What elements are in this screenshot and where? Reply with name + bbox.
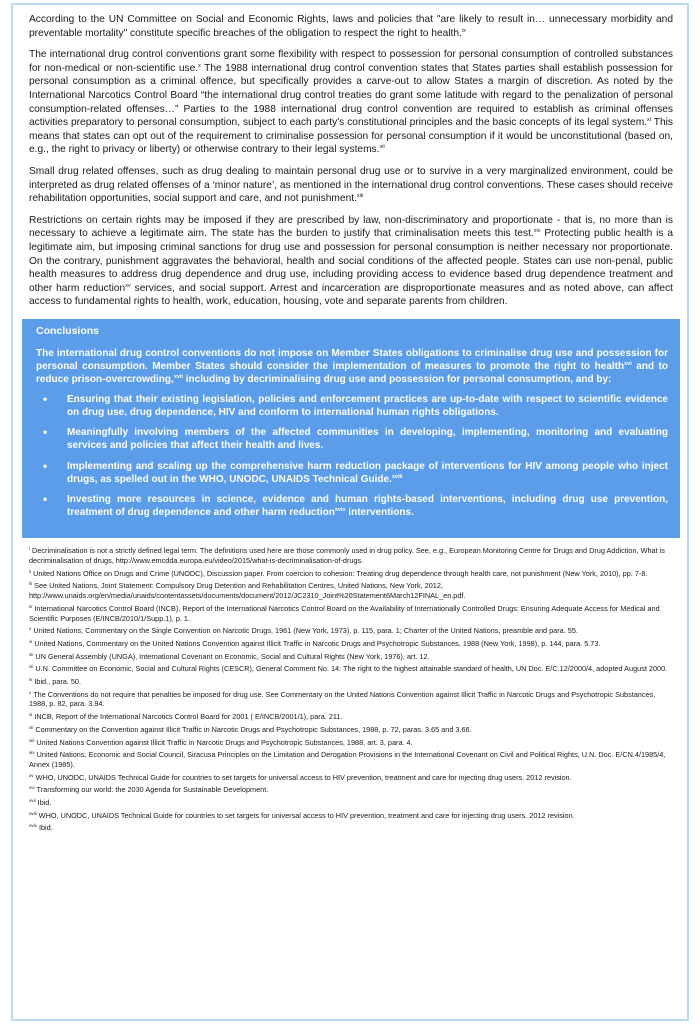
body-paragraph [29, 13, 673, 40]
text-run: including by decriminalising drug use and possession for personal consumption, and by: [183, 374, 612, 386]
footnote-item [29, 690, 673, 709]
body-text [29, 13, 673, 309]
conclusions-bullet-item [36, 393, 668, 419]
footnote-text: INCB, Report of the International Narcotics Control Board for 2001 ( E/INCB/2001/1), para. 211. [32, 712, 343, 722]
footnote-marker: iv [29, 603, 33, 609]
text-run: services, and social support. Arrest and incarceration are disproportionate measures and as noted above, can affect access to fundamental rights to health, work, education, housing, vote and separate parents from children. [29, 282, 673, 308]
document-page [11, 3, 689, 1021]
footnote-item [29, 738, 673, 748]
footnote-item [29, 798, 673, 808]
footnote-item [29, 750, 673, 769]
footnote-item [29, 652, 673, 662]
footnote-marker: xvii [29, 798, 36, 804]
bullet-icon: • [43, 458, 48, 473]
footnote-marker: xviii [29, 810, 37, 816]
text-run: Protecting public health is a legitimate aim, but imposing criminal sanctions for drug use and possession for personal consumption is neither necessary nor proportionate. On the contrary, punishment aggravates the behavioral, health and social conditions of the affected people. States can use non-penal, public health measures to address drug dependence and drug use, including providing access to evidence based drug dependence treatment and other harm reduction [29, 228, 673, 294]
footnote-text: United Nations, Economic and Social Council, Siracusa Principles on the Limitation and Derogation Provisions in the International Covenant on Civil and Political Rights, U.N. Doc. E/CN.4/1985/4, Annex (1985). [29, 750, 666, 769]
footnote-ref: xviii [391, 473, 403, 480]
footnote-text: Decriminalisation is not a strictly defined legal term. The definitions used here are those commonly used in drug policy. See, e.g., European Monitoring Centre for Drugs and Drug Addiction, What is decriminalisation of drugs, http://www.emcdda.europa.eu/video/2015/what-is-decriminalisation-of-drugs. [29, 546, 665, 566]
footnote-ref: xi [647, 117, 652, 124]
body-paragraph [29, 48, 673, 157]
bullet-icon: • [43, 391, 48, 406]
footnote-marker: xvix [29, 823, 37, 829]
text-run: Small drug related offenses, such as drug dealing to maintain personal drug use or to survive in a very marginalized environment, could be interpreted as drug related offenses of a ‘minor nature’, as mentioned in the international drug control conventions. These cases should receive rehabilitation opportunities, social support and care, and not punishment. [29, 165, 673, 205]
footnote-item [29, 626, 673, 636]
footnote-marker: iii [29, 581, 33, 587]
footnote-marker: vii [29, 651, 34, 657]
text-run: According to the UN Committee on Social and Economic Rights, laws and policies that "are likely to result in… unnecessary morbidity and preventable mortality" constitute specific breaches of the obligation to respect the right to health. [29, 14, 673, 39]
footnote-text: UN General Assembly (UNGA), International Covenant on Economic, Social and Cultural Rights (New York, 1976), art. 12. [33, 651, 430, 661]
footnote-marker: i [29, 546, 31, 552]
footnote-text: Commentary on the Convention against Illicit Traffic in Narcotic Drugs and Psychotropic Substances, 1988, p. 72, paras. 3.65 and 3.66. [33, 724, 472, 734]
footnote-text: U.N. Committee on Economic, Social and Cultural Rights (CESCR), General Comment No. 14: The right to the highest attainable standard of health, UN Doc. E/C.12/2000/4, adopted August 2000. [33, 664, 668, 674]
footnote-marker: x [29, 689, 32, 695]
footnote-marker: vi [29, 638, 33, 644]
footnote-text: Ibid. [35, 798, 52, 808]
footnote-item [29, 569, 673, 579]
footnote-text: Ibid., para. 50. [32, 677, 82, 687]
text-run: Implementing and scaling up the comprehensive harm reduction package of interventions for HIV among people who inject drugs, as spelled out in the WHO, UNODC, UNAIDS Technical Guide. [67, 460, 668, 485]
footnote-item [29, 664, 673, 674]
body-paragraph [29, 214, 673, 309]
body-paragraph [29, 165, 673, 206]
footnote-text: United Nations, Commentary on the United Nations Convention against Illicit Traffic in Narcotic Drugs and Psychotropic Substances, 1988 (New York, 1998), p. 144, para. 5.73. [32, 638, 601, 648]
footnote-ref: xii [379, 144, 385, 151]
footnote-item [29, 785, 673, 795]
footnote-item [29, 712, 673, 722]
footnote-marker: xii [29, 724, 34, 730]
footnote-item [29, 823, 673, 833]
conclusions-bullet-item [36, 426, 668, 452]
text-run: Restrictions on certain rights may be imposed if they are prescribed by law, non-discriminatory and proportionate - that is, no more than is necessary to achieve a legitimate aim. The state has the burden to justify that criminalisation meets this test. [29, 214, 673, 240]
footnote-marker: ii [29, 568, 32, 574]
footnote-item [29, 546, 673, 565]
footnote-ref: xiv [533, 228, 541, 235]
footnote-item [29, 677, 673, 687]
footnote-ref: ix [461, 27, 466, 34]
footnote-ref: xvi [624, 361, 632, 368]
text-run: and to reduce prison-overcrowding, [36, 361, 668, 386]
footnotes [29, 546, 673, 833]
footnote-item [29, 725, 673, 735]
conclusions-intro [36, 347, 668, 387]
footnote-text: United Nations Office on Drugs and Crime (UNODC), Discussion paper. From coercion to cohesion: Treating drug dependence through health care, not punishment (New York, 2010), pp. 7-8. [31, 568, 648, 578]
footnote-text: Ibid. [36, 823, 53, 833]
footnote-marker: ix [29, 677, 33, 683]
footnote-ref: xvii [173, 374, 183, 381]
footnote-text: International Narcotics Control Board (INCB), Report of the International Narcotics Control Board on the Availability of Internationally Controlled Drugs: Ensuring Adequate Access for Medical and Scientific Purposes (E/INCB/2010/1/Supp.1), p. 1. [29, 603, 660, 623]
footnote-text: The Conventions do not require that penalties be imposed for drug use. See Commentary on the United Nations Convention against Illicit Traffic in Narcotic Drugs and Psychotropic Substances, 1988, p. 82, para. 3.94. [29, 689, 656, 709]
conclusions-box [22, 319, 680, 538]
footnote-marker: xiv [29, 750, 35, 756]
footnote-marker: xvi [29, 785, 35, 791]
footnote-ref: xiii [356, 193, 364, 200]
conclusions-bullet-item [36, 460, 668, 486]
footnote-item [29, 581, 673, 600]
footnote-ref: xv [125, 282, 131, 289]
footnote-text: United Nations, Commentary on the Single Convention on Narcotic Drugs, 1961 (New York, 1973), p. 115, para. 1; Charter of the United Nations, preamble and para. 55. [31, 626, 578, 636]
text-run: Investing more resources in science, evidence and human rights-based interventions, including drug use prevention, treatment of drug dependence and other harm reduction [67, 493, 668, 519]
footnote-ref: x [198, 62, 201, 69]
footnote-item [29, 773, 673, 783]
footnote-text: See United Nations, Joint Statement: Compulsory Drug Detention and Rehabilitation Centres, United Nations, New York, 2012, http://www.unaids.org/en/media/unaids/contentassets/documents/document/2012/JC2310_Joint%20Statement6March12FINAL_en.pdf. [29, 581, 466, 601]
text-run: The 1988 international drug control convention states that States parties shall establish possession for personal consumption as a criminal offence, but specifically provides a carve-out to allow States a margin of discretion. As noted by the International Narcotics Control Board “the international drug control treaties do grant some latitude with regard to the penalization of personal consumption-related offenses…” Parties to the 1988 international drug control convention are required to establish as criminal offenses activities preparatory to personal consumption, subject to each party's constitutional principles and the basic concepts of its legal system. [29, 62, 673, 129]
conclusions-bullet-list [36, 393, 668, 520]
footnote-marker: xi [29, 712, 33, 718]
footnote-marker: vii [29, 664, 34, 670]
text-run: The international drug control conventions grant some flexibility with respect to possession for personal consumption of controlled substances for non-medical or non-scientific use. [29, 49, 673, 74]
footnote-marker: xiii [29, 737, 35, 743]
footnote-item [29, 604, 673, 623]
text-run: interventions. [345, 507, 414, 519]
footnote-ref: xvix [334, 507, 346, 514]
footnote-marker: v [29, 626, 32, 632]
text-run: The international drug control conventions do not impose on Member States obligations to criminalise drug use and possession for personal consumption. Member States should consider the implementation of measures to promote the right to health [36, 348, 668, 373]
footnote-marker: xv [29, 772, 34, 778]
text-run: Meaningfully involving members of the affected communities in developing, implementing, monitoring and evaluating services and policies that affect their health and lives. [67, 427, 668, 452]
footnote-item [29, 811, 673, 821]
conclusions-title: Conclusions [36, 324, 100, 337]
footnote-text: WHO, UNODC, UNAIDS Technical Guide for countries to set targets for universal access to HIV prevention, treatment and care for injecting drug users. 2012 revision. [36, 810, 575, 820]
footnote-text: Transforming our world: the 2030 Agenda for Sustainable Development. [34, 785, 269, 795]
text-run: This means that states can opt out of the requirement to criminalise possession for personal consumption if it would be unconstitutional (based on, e.g., the right to privacy or liberty) or otherwise contrary to their legal systems. [29, 117, 674, 156]
conclusions-bullet-item [36, 493, 668, 519]
footnote-item [29, 639, 673, 649]
footnote-text: United Nations Convention against Illicit Traffic in Narcotic Drugs and Psychotropic Substances, 1988, art. 3, para. 4. [34, 737, 413, 747]
text-run: Ensuring that their existing legislation, policies and enforcement practices are up-to-date with respect to scientific evidence on drug use, drug dependence, HIV and conform to international human rights obligations. [67, 393, 668, 418]
bullet-icon: • [43, 491, 48, 506]
bullet-icon: • [43, 425, 48, 440]
footnote-text: WHO, UNODC, UNAIDS Technical Guide for countries to set targets for universal access to HIV prevention, treatment and care for injecting drug users. 2012 revision. [33, 772, 572, 782]
